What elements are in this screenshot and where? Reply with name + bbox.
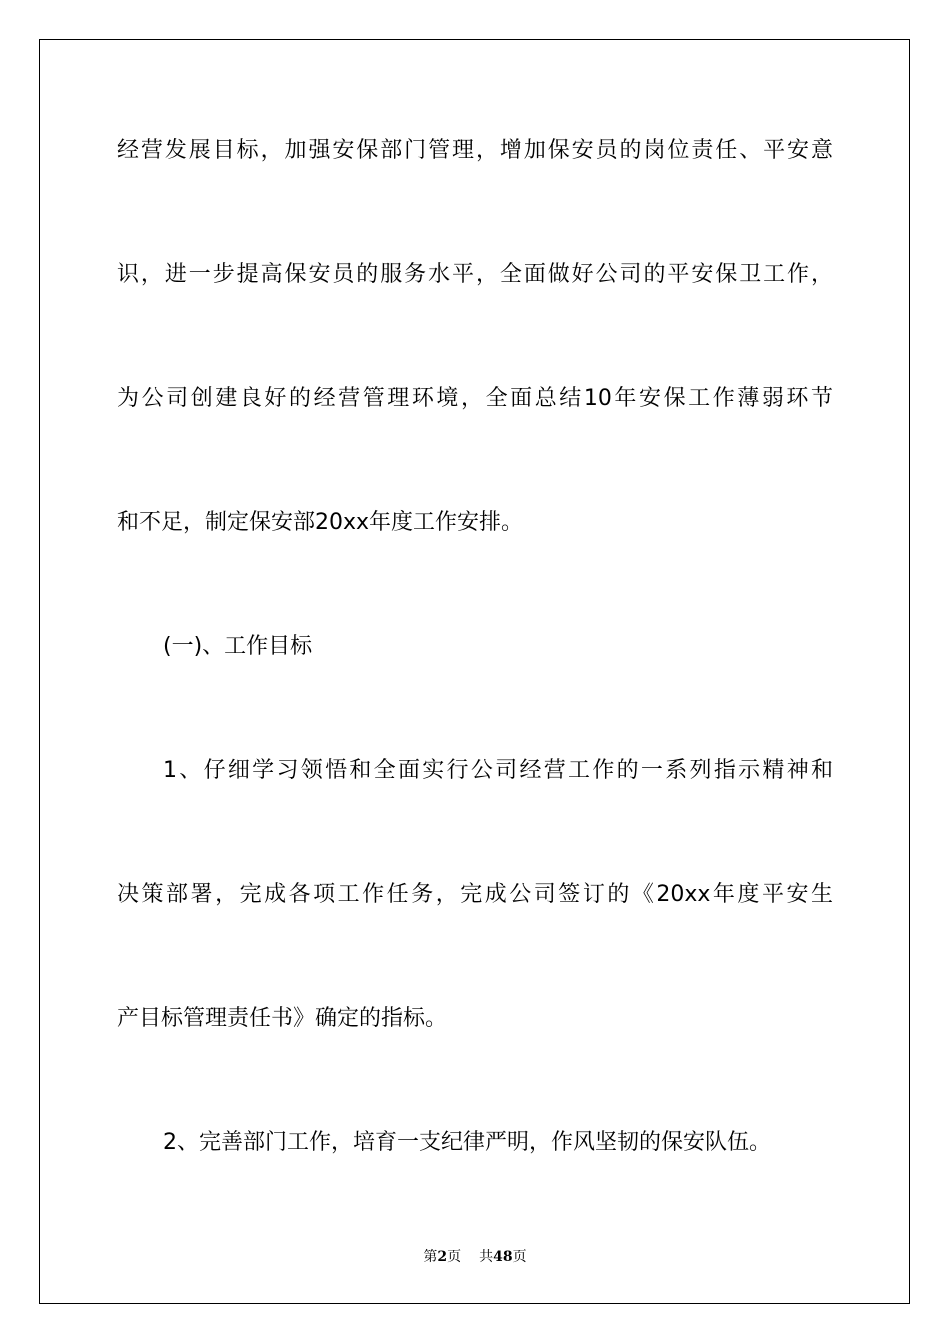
page-border — [39, 39, 910, 1304]
paragraph-line-6: 1、仔细学习领悟和全面实行公司经营工作的一系列指示精神和 — [163, 758, 833, 783]
paragraph-line-1: 经营发展目标，加强安保部门管理，增加保安员的岗位责任、平安意 — [117, 138, 833, 163]
footer-page-prefix: 第 — [423, 1249, 438, 1265]
footer-page-suffix: 页 — [447, 1249, 462, 1265]
paragraph-line-9: 2、完善部门工作，培育一支纪律严明，作风坚韧的保安队伍。 — [163, 1130, 771, 1155]
paragraph-line-4: 和不足，制定保安部20xx年度工作安排。 — [117, 510, 524, 535]
paragraph-line-8: 产目标管理责任书》确定的指标。 — [117, 1006, 448, 1031]
paragraph-line-7: 决策部署，完成各项工作任务，完成公司签订的《20xx年度平安生 — [117, 882, 833, 907]
footer-total-pages: 48 — [493, 1249, 513, 1265]
footer-total-prefix: 共 — [479, 1249, 494, 1265]
paragraph-line-3: 为公司创建良好的经营管理环境，全面总结10年安保工作薄弱环节 — [117, 386, 833, 411]
footer-total-suffix: 页 — [512, 1249, 527, 1265]
paragraph-line-2: 识，进一步提高保安员的服务水平，全面做好公司的平安保卫工作， — [117, 262, 833, 287]
section-heading: (一)、工作目标 — [163, 634, 313, 659]
footer-page-number: 2 — [437, 1249, 448, 1265]
page-footer — [0, 1248, 950, 1266]
